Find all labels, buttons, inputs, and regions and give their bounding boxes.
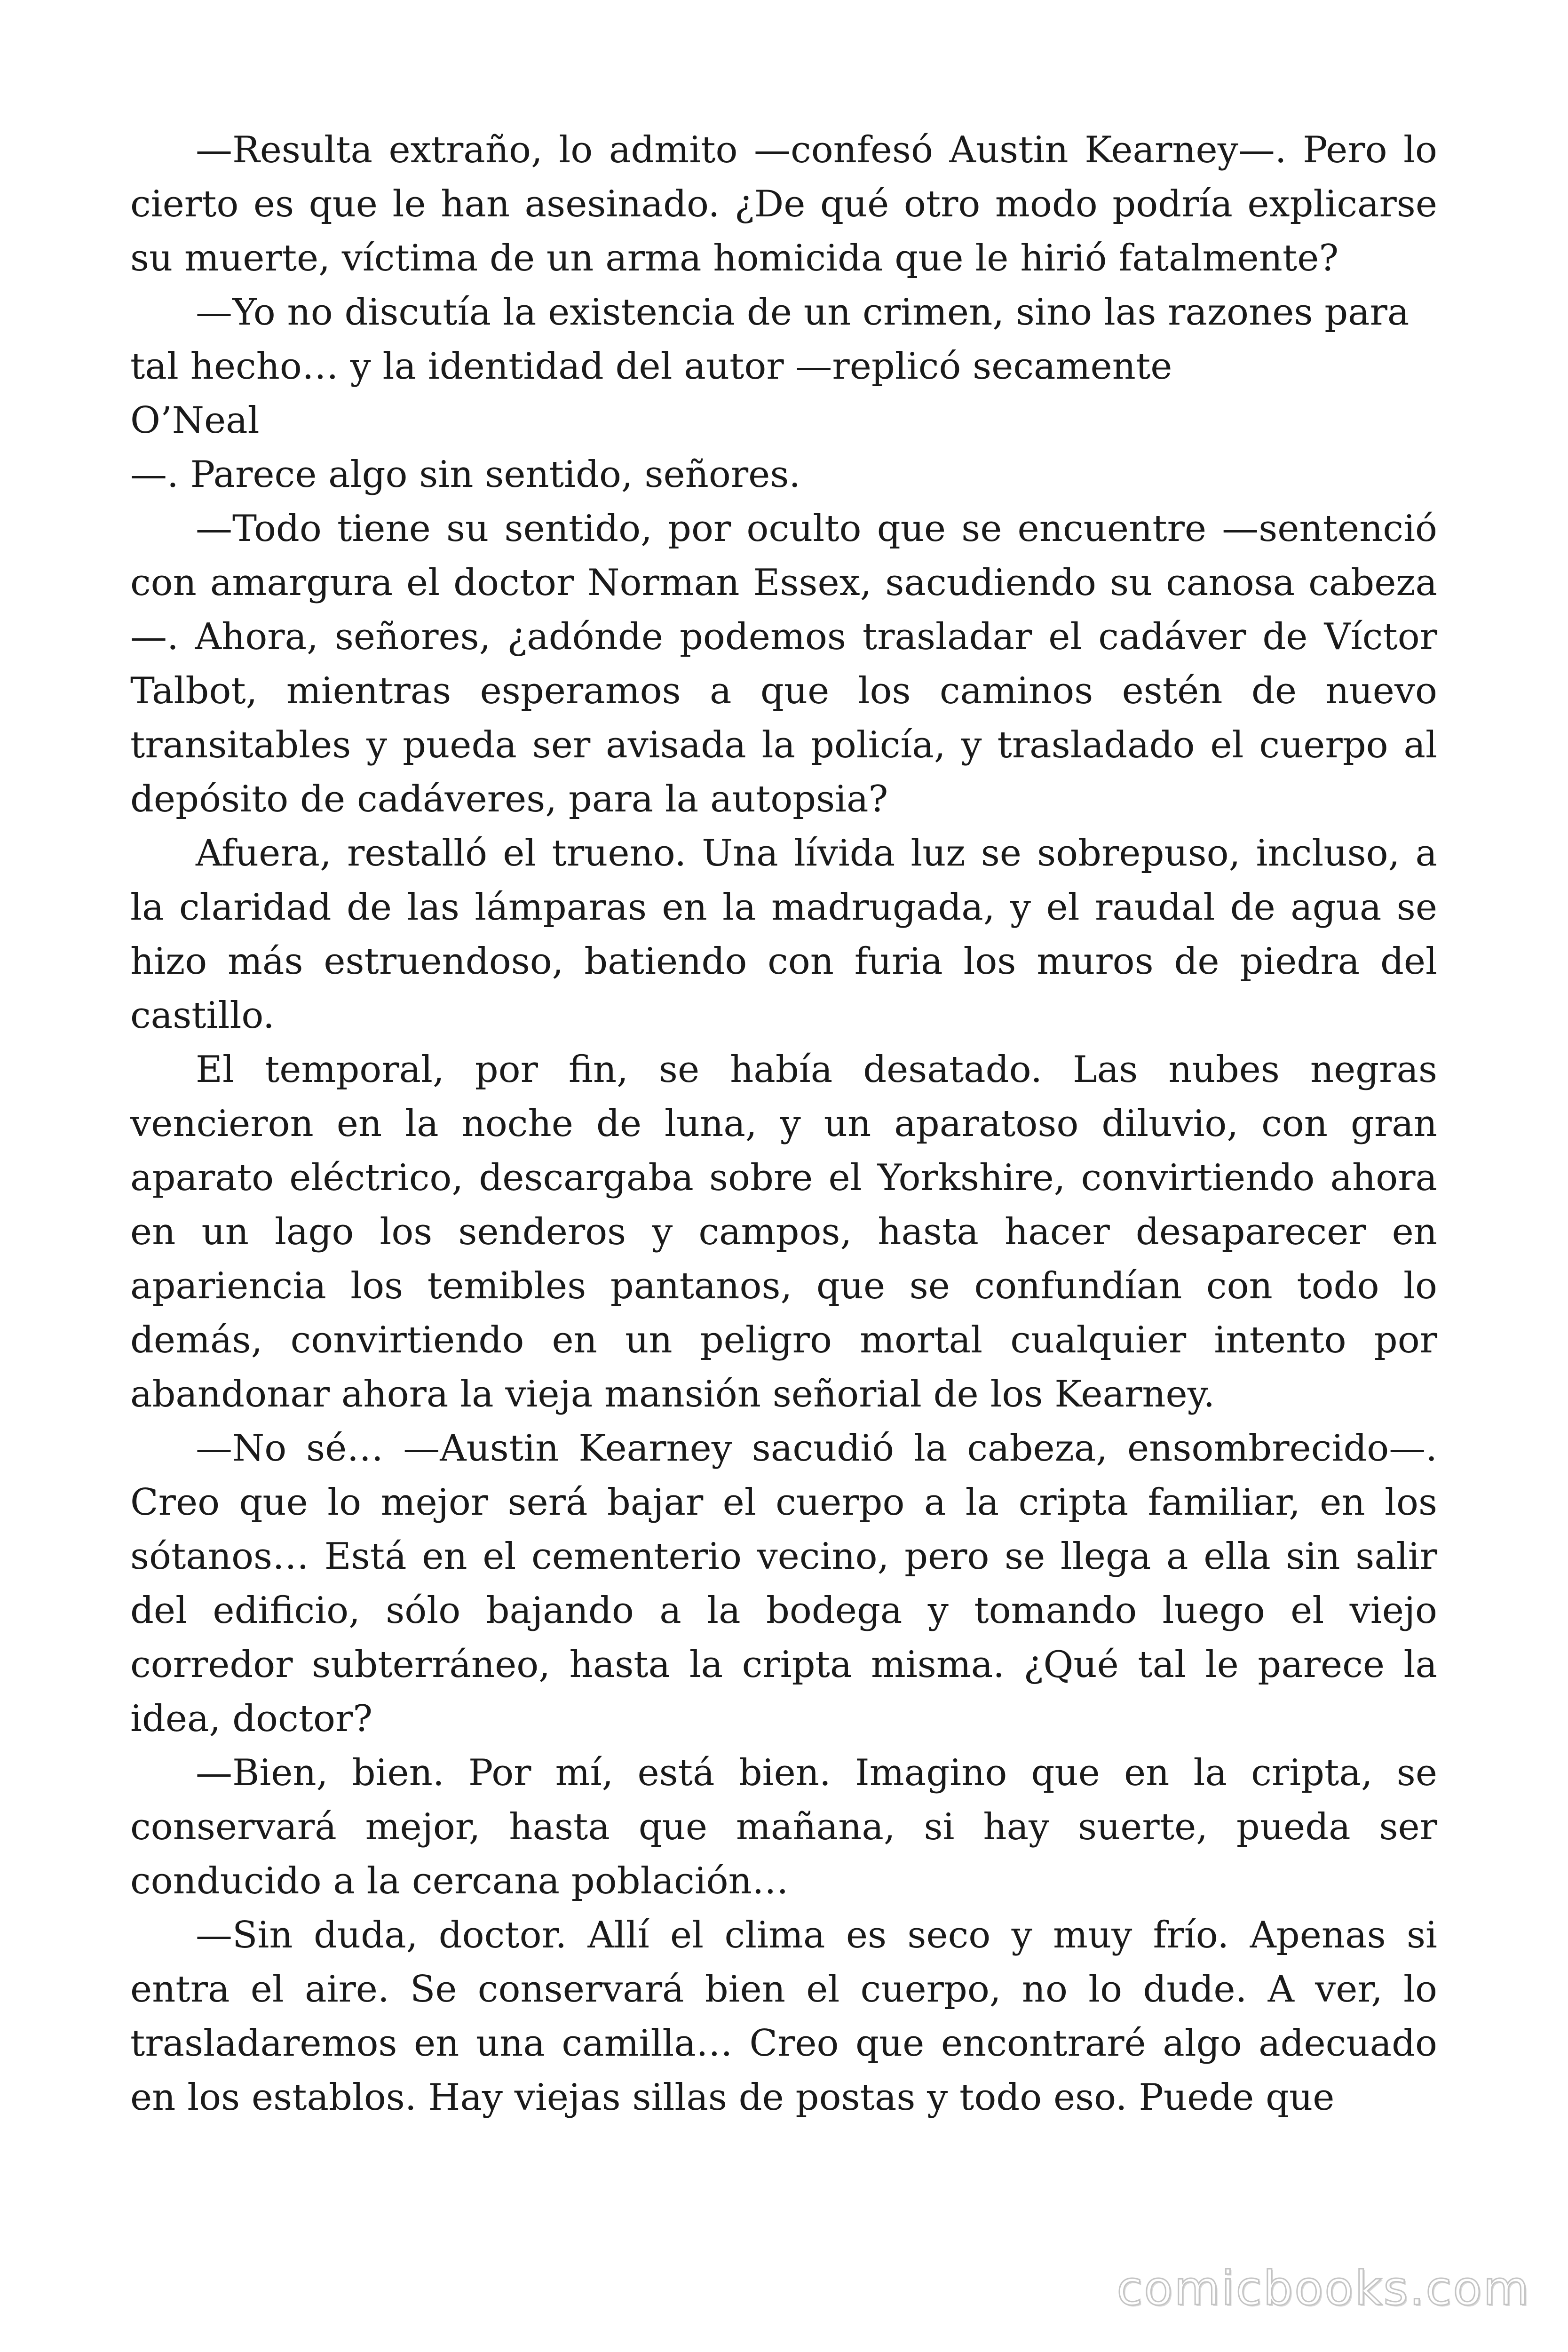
- paragraph-2: —Yo no discutía la existencia de un crimen, sino las razones para tal hecho… y la identidad del autor —replicó secamente: [130, 291, 1410, 388]
- paragraph-7: —Bien, bien. Por mí, está bien. Imagino que en la cripta, se conservará mejor, hasta que mañana, si hay suerte, pueda ser conducido a la cercana población…: [130, 1752, 1437, 1902]
- paragraph-4: Afuera, restalló el trueno. Una lívida luz se sobrepuso, incluso, a la claridad de las lámparas en la madrugada, y el raudal de agua se hizo más estruendoso, batiendo con furia los muros de piedra del castillo.: [130, 832, 1437, 1037]
- paragraph-1: —Resulta extraño, lo admito —confesó Austin Kearney—. Pero lo cierto es que le han asesinado. ¿De qué otro modo podría explicarse su muerte, víctima de un arma homicida que le hirió fatalmente?: [130, 129, 1437, 279]
- paragraph-2-continued: O’Neal: [130, 399, 260, 442]
- paragraph-6: —No sé… —Austin Kearney sacudió la cabeza, ensombrecido—. Creo que lo mejor será bajar el cuerpo a la cripta familiar, en los sótanos… Está en el cementerio vecino, pero se llega a ella sin salir del edificio, sólo bajando a la bodega y tomando luego el viejo corredor subterráneo, hasta la cripta misma. ¿Qué tal le parece la idea, doctor?: [130, 1427, 1437, 1740]
- paragraph-5: El temporal, por fin, se había desatado. Las nubes negras vencieron en la noche de luna, y un aparatoso diluvio, con gran aparato eléctrico, descargaba sobre el Yorkshire, convirtiendo ahora en un lago los senderos y campos, hasta hacer desaparecer en apariencia los temibles pantanos, que se confundían con todo lo demás, convirtiendo en un peligro mortal cualquier intento por abandonar ahora la vieja mansión señorial de los Kearney.: [130, 1049, 1437, 1415]
- paragraph-8: —Sin duda, doctor. Allí el clima es seco y muy frío. Apenas si entra el aire. Se conservará bien el cuerpo, no lo dude. A ver, lo trasladaremos en una camilla… Creo que encontraré algo adecuado en los establos. Hay viejas sillas de postas y todo eso. Puede que: [130, 1914, 1437, 2119]
- paragraph-3: —Todo tiene su sentido, por oculto que se encuentre —sentenció con amargura el doctor Norman Essex, sacudiendo su canosa cabeza —. Ahora, señores, ¿adónde podemos trasladar el cadáver de Víctor Talbot, mientras esperamos a que los caminos estén de nuevo transitables y pueda ser avisada la policía, y trasladado el cuerpo al depósito de cadáveres, para la autopsia?: [130, 508, 1437, 820]
- paragraph-2-end: —. Parece algo sin sentido, señores.: [130, 453, 801, 496]
- text-column: [130, 123, 1437, 2125]
- watermark-logo: comicbooks.com: [1117, 2261, 1530, 2316]
